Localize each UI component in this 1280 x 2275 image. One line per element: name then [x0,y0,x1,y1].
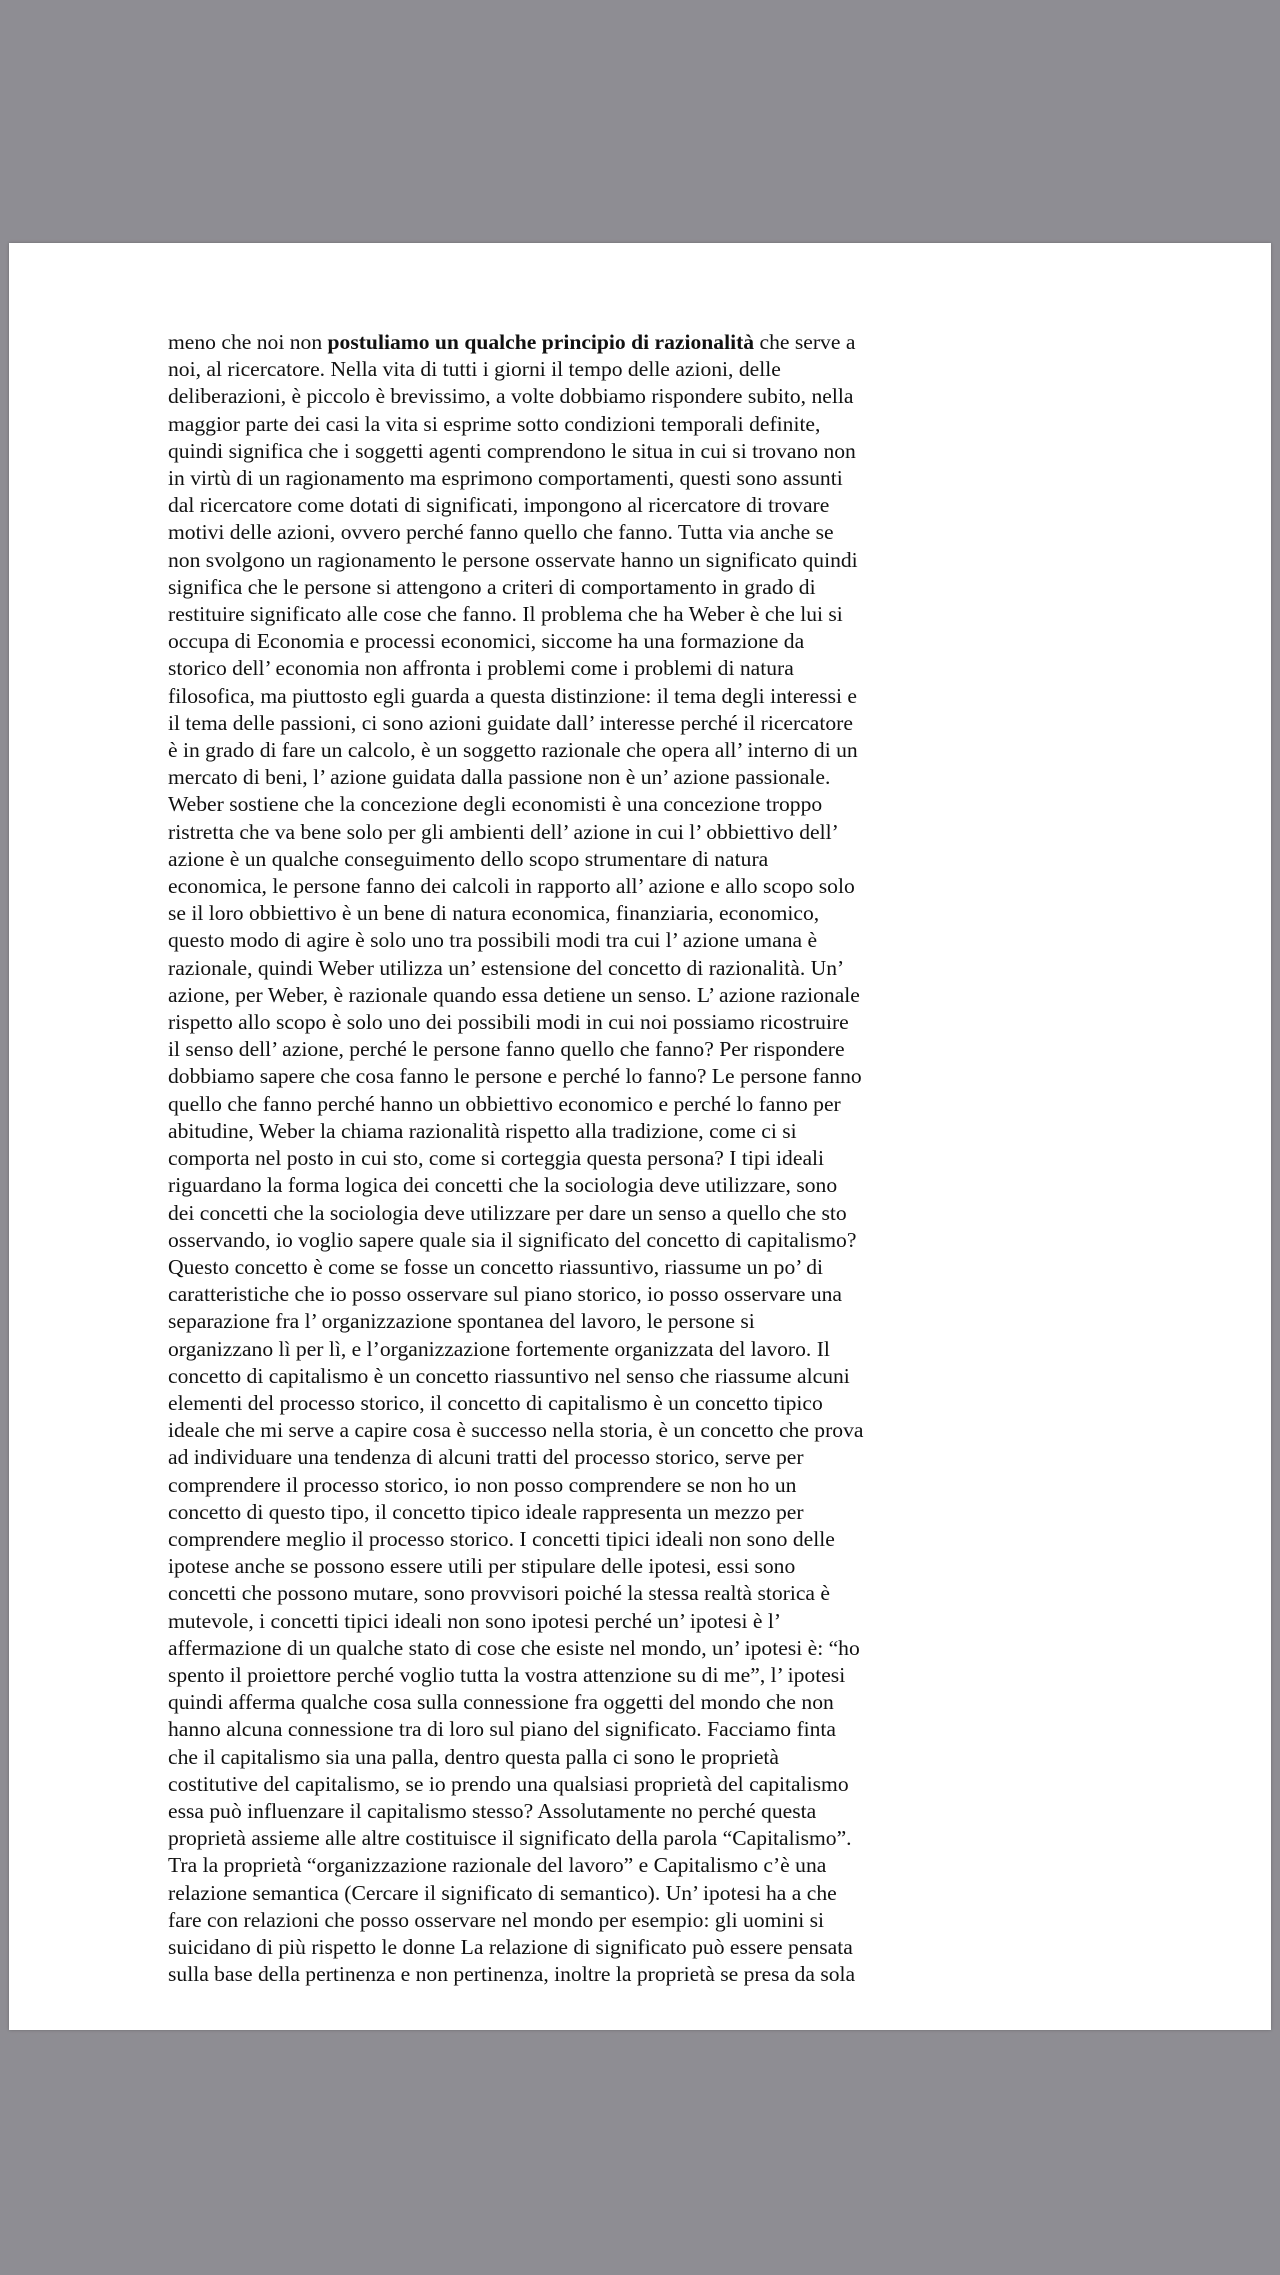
text-line: filosofica, ma piuttosto egli guarda a questa distinzione: il tema degli interessi e [168,683,858,708]
text-line: Questo concetto è come se fosse un concetto riassuntivo, riassume un po’ di [168,1254,824,1279]
text-line: concetto di capitalismo è un concetto riassuntivo nel senso che riassume alcuni [168,1363,850,1388]
text-line: organizzano lì per lì, e l’organizzazione fortemente organizzata del lavoro. Il [168,1336,830,1361]
text-line: motivi delle azioni, ovvero perché fanno quello che fanno. Tutta via anche se [168,520,834,545]
text-line: essa può influenzare il capitalismo stesso? Assolutamente no perché questa [168,1798,817,1823]
text-line: quindi afferma qualche cosa sulla connessione fra oggetti del mondo che non [168,1690,834,1715]
text-line: razionale, quindi Weber utilizza un’ estensione del concetto di razionalità. Un’ [168,955,845,980]
text-line: il senso dell’ azione, perché le persone fanno quello che fanno? Per rispondere [168,1037,845,1062]
text-line: Weber sostiene che la concezione degli economisti è una concezione troppo [168,792,823,817]
text-line: dobbiamo sapere che cosa fanno le persone e perché lo fanno? Le persone fanno [168,1064,862,1089]
text-line: proprietà assieme alle altre costituisce il significato della parola “Capitalismo”. [168,1826,852,1851]
text-line: hanno alcuna connessione tra di loro sul piano del significato. Facciamo finta [168,1717,837,1742]
document-body [168,329,948,1988]
text-line: quello che fanno perché hanno un obbiettivo economico e perché lo fanno per [168,1091,841,1116]
text-line: caratteristiche che io posso osservare sul piano storico, io posso osservare una [168,1282,843,1307]
text-line: è in grado di fare un calcolo, è un soggetto razionale che opera all’ interno di un [168,738,858,763]
text-line: mercato di beni, l’ azione guidata dalla passione non è un’ azione passionale. [168,765,831,790]
text-line: separazione fra l’ organizzazione spontanea del lavoro, le persone si [168,1309,755,1334]
text-line: economica, le persone fanno dei calcoli in rapporto all’ azione e allo scopo solo [168,874,855,899]
text-line: rispetto allo scopo è solo uno dei possibili modi in cui noi possiamo ricostruire [168,1010,849,1035]
text-line: comprendere il processo storico, io non posso comprendere se non ho un [168,1472,797,1497]
text-line: ad individuare una tendenza di alcuni tratti del processo storico, serve per [168,1445,804,1470]
text-line: occupa di Economia e processi economici, siccome ha una formazione da [168,629,805,654]
text-line: noi, al ricercatore. Nella vita di tutti i giorni il tempo delle azioni, delle [168,357,781,382]
text-run: che serve a [754,330,856,354]
text-line: se il loro obbiettivo è un bene di natura economica, finanziaria, economico, [168,901,820,926]
text-line: affermazione di un qualche stato di cose che esiste nel mondo, un’ ipotesi è: “ho [168,1635,860,1660]
text-line: restituire significato alle cose che fanno. Il problema che ha Weber è che lui si [168,602,843,627]
text-line: riguardano la forma logica dei concetti che la sociologia deve utilizzare, sono [168,1173,838,1198]
text-line: storico dell’ economia non affronta i problemi come i problemi di natura [168,656,794,681]
text-line: significa che le persone si attengono a criteri di comportamento in grado di [168,574,816,599]
text-line: questo modo di agire è solo uno tra possibili modi tra cui l’ azione umana è [168,928,818,953]
text-line: concetti che possono mutare, sono provvisori poiché la stessa realtà storica è [168,1581,831,1606]
text-line: che il capitalismo sia una palla, dentro questa palla ci sono le proprietà [168,1744,780,1769]
text-line [168,329,948,356]
text-line: il tema delle passioni, ci sono azioni guidate dall’ interesse perché il ricercatore [168,710,853,735]
text-line: non svolgono un ragionamento le persone osservate hanno un significato quindi [168,547,858,572]
text-line: ideale che mi serve a capire cosa è successo nella storia, è un concetto che prova [168,1418,864,1443]
text-line: dei concetti che la sociologia deve utilizzare per dare un senso a quello che sto [168,1200,847,1225]
text-line: spento il proiettore perché voglio tutta la vostra attenzione su di me”, l’ ipotesi [168,1662,846,1687]
text-line: deliberazioni, è piccolo è brevissimo, a volte dobbiamo rispondere subito, nella [168,384,854,409]
text-line: azione è un qualche conseguimento dello scopo strumentare di natura [168,846,769,871]
bold-phrase: postuliamo un qualche principio di razionalità [327,330,755,354]
text-line: dal ricercatore come dotati di significati, impongono al ricercatore di trovare [168,493,830,518]
text-line: costitutive del capitalismo, se io prendo una qualsiasi proprietà del capitalismo [168,1771,849,1796]
text-line: quindi significa che i soggetti agenti comprendono le situa in cui si trovano non [168,438,856,463]
text-line: sulla base della pertinenza e non pertinenza, inoltre la proprietà se presa da sola [168,1962,856,1987]
document-page [9,243,1271,2030]
text-line: Tra la proprietà “organizzazione razionale del lavoro” e Capitalismo c’è una [168,1853,827,1878]
text-line: ristretta che va bene solo per gli ambienti dell’ azione in cui l’ obbiettivo dell’ [168,819,839,844]
text-line: abitudine, Weber la chiama razionalità rispetto alla tradizione, come ci si [168,1118,797,1143]
text-line: comprendere meglio il processo storico. I concetti tipici ideali non sono delle [168,1526,835,1551]
text-line: fare con relazioni che posso osservare nel mondo per esempio: gli uomini si [168,1907,825,1932]
text-run: meno che noi non [168,330,328,354]
text-line: osservando, io voglio sapere quale sia il significato del concetto di capitalismo? [168,1227,857,1252]
text-line: maggior parte dei casi la vita si esprime sotto condizioni temporali definite, [168,411,821,436]
text-line: azione, per Weber, è razionale quando essa detiene un senso. L’ azione razionale [168,982,860,1007]
text-line: suicidano di più rispetto le donne La relazione di significato può essere pensata [168,1934,853,1959]
text-line: elementi del processo storico, il concetto di capitalismo è un concetto tipico [168,1390,823,1415]
text-line: relazione semantica (Cercare il significato di semantico). Un’ ipotesi ha a che [168,1880,837,1905]
text-line: comporta nel posto in cui sto, come si corteggia questa persona? I tipi ideali [168,1146,825,1171]
text-line: mutevole, i concetti tipici ideali non sono ipotesi perché un’ ipotesi è l’ [168,1608,782,1633]
text-line: in virtù di un ragionamento ma esprimono comportamenti, questi sono assunti [168,466,843,491]
text-line: ipotese anche se possono essere utili per stipulare delle ipotesi, essi sono [168,1554,796,1579]
text-line: concetto di questo tipo, il concetto tipico ideale rappresenta un mezzo per [168,1499,804,1524]
